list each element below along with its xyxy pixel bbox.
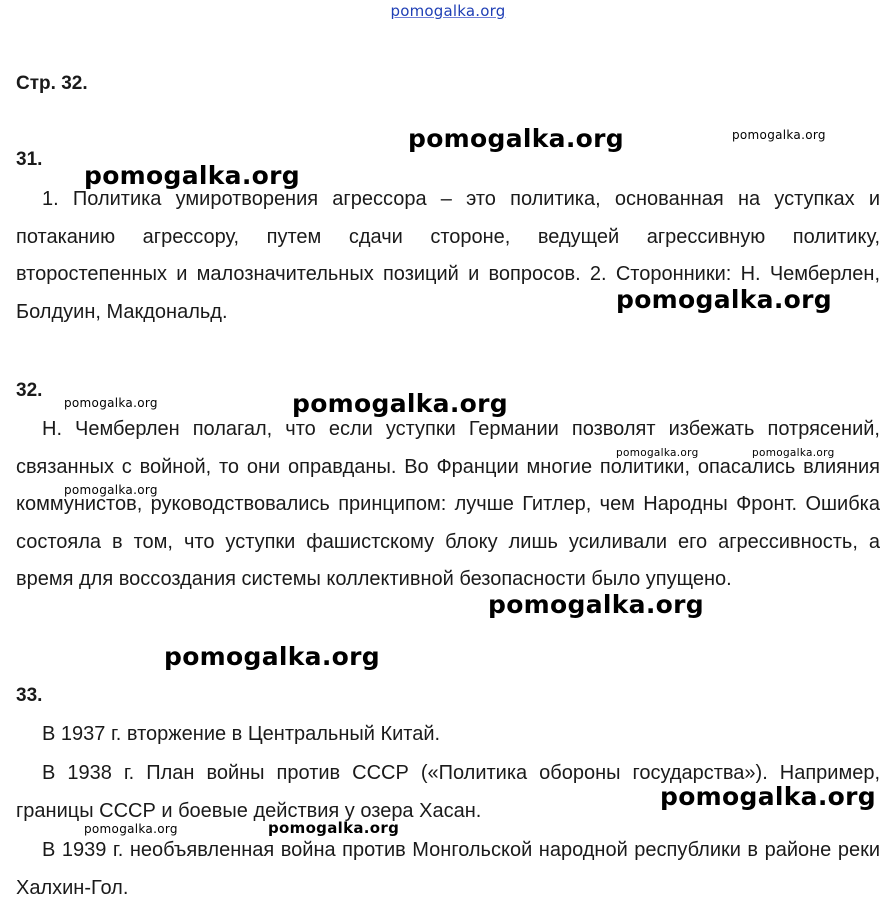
question-number-31: 31. <box>16 149 43 170</box>
watermark: pomogalka.org <box>408 124 624 153</box>
answer-paragraph-31: 1. Политика умиротворения агрессора – это политика, основанная на уступках и потаканию агрессору, путем сдачи стороне, ведущей агрессивную политику, второстепенных и малозначительных позиций и вопросов. 2. Сторонники: Н. Чемберлен, Болдуин, Макдональд. <box>16 188 880 323</box>
watermark: pomogalka.org <box>84 161 300 190</box>
watermark: pomogalka.org <box>64 396 158 410</box>
watermark: pomogalka.org <box>732 128 826 142</box>
watermark: pomogalka.org <box>752 447 835 459</box>
watermark: pomogalka.org <box>84 822 178 836</box>
watermark: pomogalka.org <box>268 819 400 837</box>
watermark: pomogalka.org <box>488 590 704 619</box>
answer-paragraph-33-1939: В 1939 г. необъявленная война против Монгольской народной республики в районе реки Халхин-Гол. <box>16 839 880 899</box>
watermark: pomogalka.org <box>616 447 699 459</box>
answer-paragraph-33-1937: В 1937 г. вторжение в Центральный Китай. <box>42 723 441 745</box>
watermark: pomogalka.org <box>64 483 158 497</box>
question-number-32: 32. <box>16 380 43 401</box>
watermark: pomogalka.org <box>660 782 876 811</box>
answer-paragraph-32: Н. Чемберлен полагал, что если уступки Германии позволят избежать потрясений, связанных с войной, то они оправданы. Во Франции многие политики, опасались влияния коммунистов, руководствовались принципом: лучше Гитлер, чем Народны Фронт. Ошибка состояла в том, что уступки фашистскому блоку лишь усиливали его агрессивность, а время для воссоздания системы коллективной безопасности было упущено. <box>16 418 880 590</box>
watermark: pomogalka.org <box>616 285 832 314</box>
watermark: pomogalka.org <box>292 389 508 418</box>
question-number-33: 33. <box>16 685 43 706</box>
site-header-link[interactable]: pomogalka.org <box>390 2 506 20</box>
watermark: pomogalka.org <box>164 642 380 671</box>
answer-paragraph-33-1938: В 1938 г. План войны против СССР («Политика обороны государства»). Например, границы СССР и боевые действия у озера Хасан. <box>16 762 880 822</box>
page-heading: Стр. 32. <box>16 73 88 94</box>
